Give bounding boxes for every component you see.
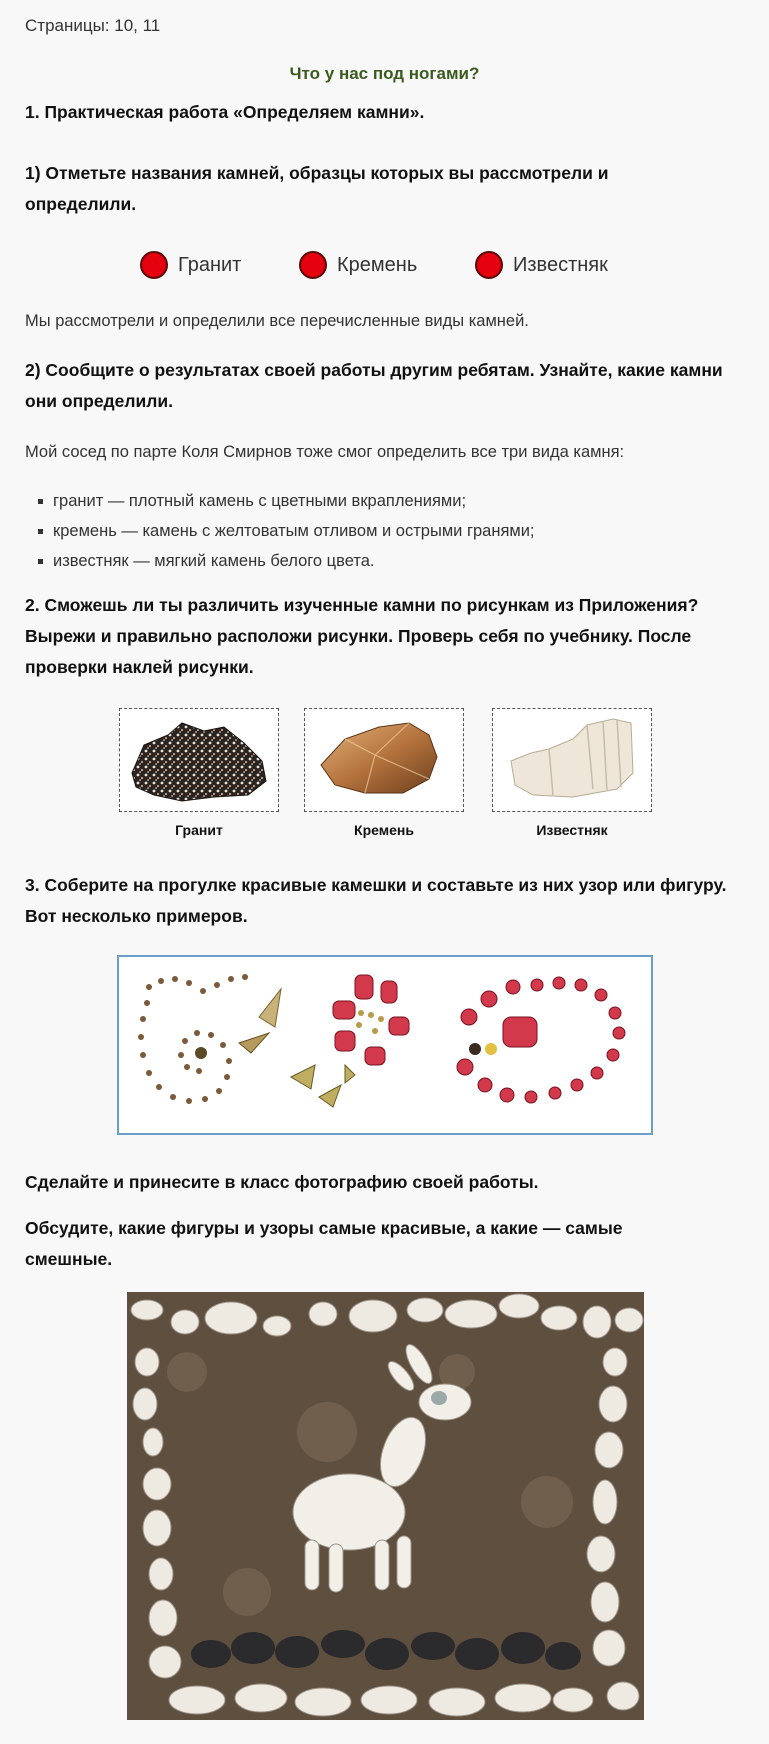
pebble-patterns-illustration: [117, 955, 653, 1135]
page-title: Что у нас под ногами?: [289, 64, 480, 83]
choice-granite[interactable]: [140, 248, 241, 282]
task3-line2: Обсудите, какие фигуры и узоры самые красивые, а какие — самые смешные.: [25, 1218, 623, 1269]
choice-limestone[interactable]: [475, 248, 608, 282]
pebble-patterns-icon: [119, 957, 651, 1133]
task3-line1: Сделайте и принесите в класс фотографию своей работы.: [25, 1172, 539, 1192]
checked-mark-icon: [140, 251, 168, 279]
task1-question2: 2) Сообщите о результатах своей работы другим ребятам. Узнайте, какие камни они определили.: [25, 360, 723, 411]
granite-label: Гранит: [175, 822, 223, 838]
stone-checklist: [140, 248, 660, 282]
list-item: гранит — плотный камень с цветными вкраплениями;: [25, 486, 745, 516]
flint-picture: [304, 708, 464, 812]
limestone-label: Известняк: [536, 822, 608, 838]
choice-label: Кремень: [337, 253, 418, 276]
list-item: известняк — мягкий камень белого цвета.: [25, 546, 745, 576]
granite-stone-icon: [120, 709, 278, 811]
limestone-picture: [492, 708, 652, 812]
granite-picture: [119, 708, 279, 812]
page-numbers: Страницы: 10, 11: [25, 16, 161, 35]
answer2-text: Мой сосед по парте Коля Смирнов тоже смог определить все три вида камня:: [25, 443, 625, 461]
checked-mark-icon: [299, 251, 327, 279]
flint-stone-icon: [305, 709, 463, 811]
flint-label: Кремень: [354, 822, 414, 838]
task1-heading: 1. Практическая работа «Определяем камни».: [25, 102, 425, 122]
stone-facts-list: [25, 486, 745, 576]
pebble-goat-icon: [127, 1292, 644, 1720]
limestone-stone-icon: [493, 709, 651, 811]
task2-heading: 2. Сможешь ли ты различить изученные камни по рисункам из Приложения? Вырежи и правильно расположи рисунки. Проверь себя по учебнику. После проверки наклей рисунки.: [25, 595, 699, 677]
answer1-text: Мы рассмотрели и определили все перечисленные виды камней.: [25, 312, 529, 330]
choice-flint[interactable]: [299, 248, 417, 282]
choice-label: Гранит: [178, 253, 242, 276]
list-item: кремень — камень с желтоватым отливом и острыми гранями;: [25, 516, 745, 546]
pebble-goat-photo: [127, 1292, 644, 1720]
task1-question1: 1) Отметьте названия камней, образцы которых вы рассмотрели и определили.: [25, 163, 609, 214]
task3-heading: 3. Соберите на прогулке красивые камешки и составьте из них узор или фигуру. Вот несколько примеров.: [25, 875, 727, 926]
choice-label: Известняк: [513, 253, 608, 276]
checked-mark-icon: [475, 251, 503, 279]
